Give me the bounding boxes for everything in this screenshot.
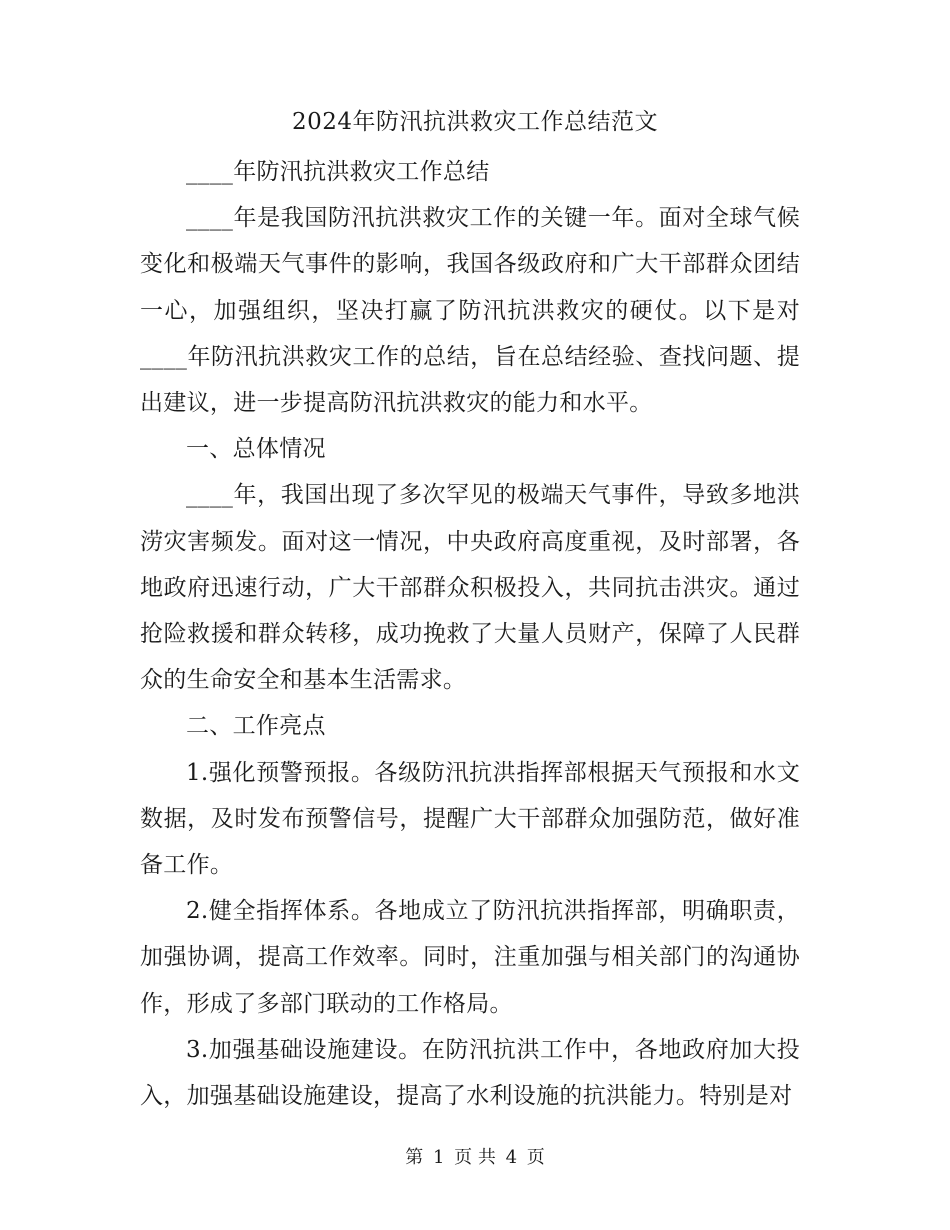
paragraph-subtitle: ____年防汛抗洪救灾工作总结 bbox=[186, 159, 490, 185]
current-page-number: 1 bbox=[432, 1147, 445, 1168]
document-title: 2024年防汛抗洪救灾工作总结范文 bbox=[291, 109, 659, 135]
paragraph-intro: ____年是我国防汛抗洪救灾工作的关键一年。面对全球气候变化和极端天气事件的影响，我国各级政府和广大干部群众团结一心，加强组织，坚决打赢了防汛抗洪救灾的硬仗。以下是对____年防汛抗洪救灾工作的总结，旨在总结经验、查找问题、提出建议，进一步提高防汛抗洪救灾的能力和水平。 bbox=[140, 205, 800, 417]
document-body bbox=[140, 149, 800, 1119]
paragraph-highlight-1: 1.强化预警预报。各级防汛抗洪指挥部根据天气预报和水文数据，及时发布预警信号，提醒广大干部群众加强防范，做好准备工作。 bbox=[140, 759, 800, 879]
footer-suffix: 页 bbox=[526, 1147, 545, 1168]
paragraph-highlight-3: 3.加强基础设施建设。在防汛抗洪工作中，各地政府加大投入，加强基础设施建设，提高了水利设施的抗洪能力。特别是对 bbox=[140, 1036, 800, 1110]
footer-mid: 页 共 bbox=[454, 1147, 496, 1168]
section-heading-overview: 一、总体情况 bbox=[186, 436, 326, 463]
page-footer bbox=[0, 1145, 950, 1171]
paragraph-overview: ____年，我国出现了多次罕见的极端天气事件，导致多地洪涝灾害频发。面对这一情况，中央政府高度重视，及时部署，各地政府迅速行动，广大干部群众积极投入，共同抗击洪灾。通过抢险救援和群众转移，成功挽救了大量人员财产，保障了人民群众的生命安全和基本生活需求。 bbox=[140, 482, 800, 694]
total-page-count: 4 bbox=[505, 1147, 518, 1168]
paragraph-highlight-2: 2.健全指挥体系。各地成立了防汛抗洪指挥部，明确职责，加强协调，提高工作效率。同时，注重加强与相关部门的沟通协作，形成了多部门联动的工作格局。 bbox=[140, 898, 800, 1017]
section-heading-highlights: 二、工作亮点 bbox=[186, 713, 326, 740]
footer-prefix: 第 bbox=[405, 1147, 424, 1168]
